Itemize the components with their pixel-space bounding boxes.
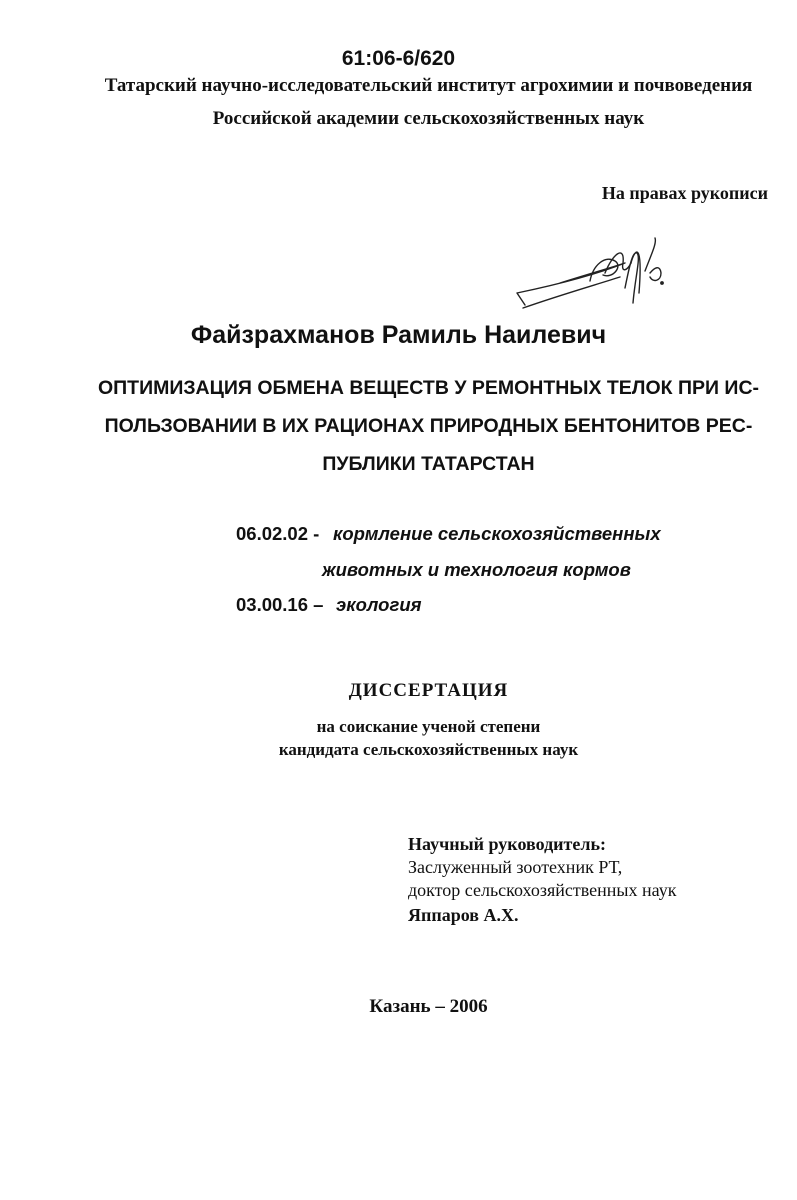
degree-line: кандидата сельскохозяйственных наук [278, 740, 579, 759]
supervisor-title: Заслуженный зоотехник РТ, [408, 857, 623, 877]
institute-name: Татарский научно-исследовательский институт агрохимии и почвоведения [104, 75, 753, 96]
city-year: Казань – 2006 [369, 996, 488, 1017]
supervisor-name: Яппаров А.Х. [408, 905, 519, 925]
thesis-title-line-1: ОПТИМИЗАЦИЯ ОБМЕНА ВЕЩЕСТВ У РЕМОНТНЫХ ТЕЛОК ПРИ ИС- [97, 377, 760, 399]
degree-line: на соискание ученой степени [316, 717, 541, 736]
specialty-name-continued: животных и технология кормов [322, 559, 631, 580]
specialty-code: 06.02.02 - [236, 523, 320, 544]
specialty-name: экология [336, 594, 422, 615]
supervisor-heading: Научный руководитель: [408, 834, 606, 854]
supervisor-degree: доктор сельскохозяйственных наук [408, 880, 677, 900]
catalog-number: 61:06-6/620 [341, 47, 456, 70]
specialty-name: кормление сельскохозяйственных [333, 523, 661, 544]
specialty-code: 03.00.16 – [236, 594, 324, 615]
thesis-title-line-3: ПУБЛИКИ ТАТАРСТАН [322, 453, 535, 475]
academy-name: Российской академии сельскохозяйственных наук [212, 108, 645, 129]
document-type: ДИССЕРТАЦИЯ [348, 680, 509, 701]
thesis-title-line-2: ПОЛЬЗОВАНИИ В ИХ РАЦИОНАХ ПРИРОДНЫХ БЕНТОНИТОВ РЕС- [104, 415, 753, 437]
handwritten-signature-icon [505, 233, 675, 313]
rights-note: На правах рукописи [601, 183, 768, 203]
author-name: Файзрахманов Рамиль Наилевич [190, 321, 607, 349]
